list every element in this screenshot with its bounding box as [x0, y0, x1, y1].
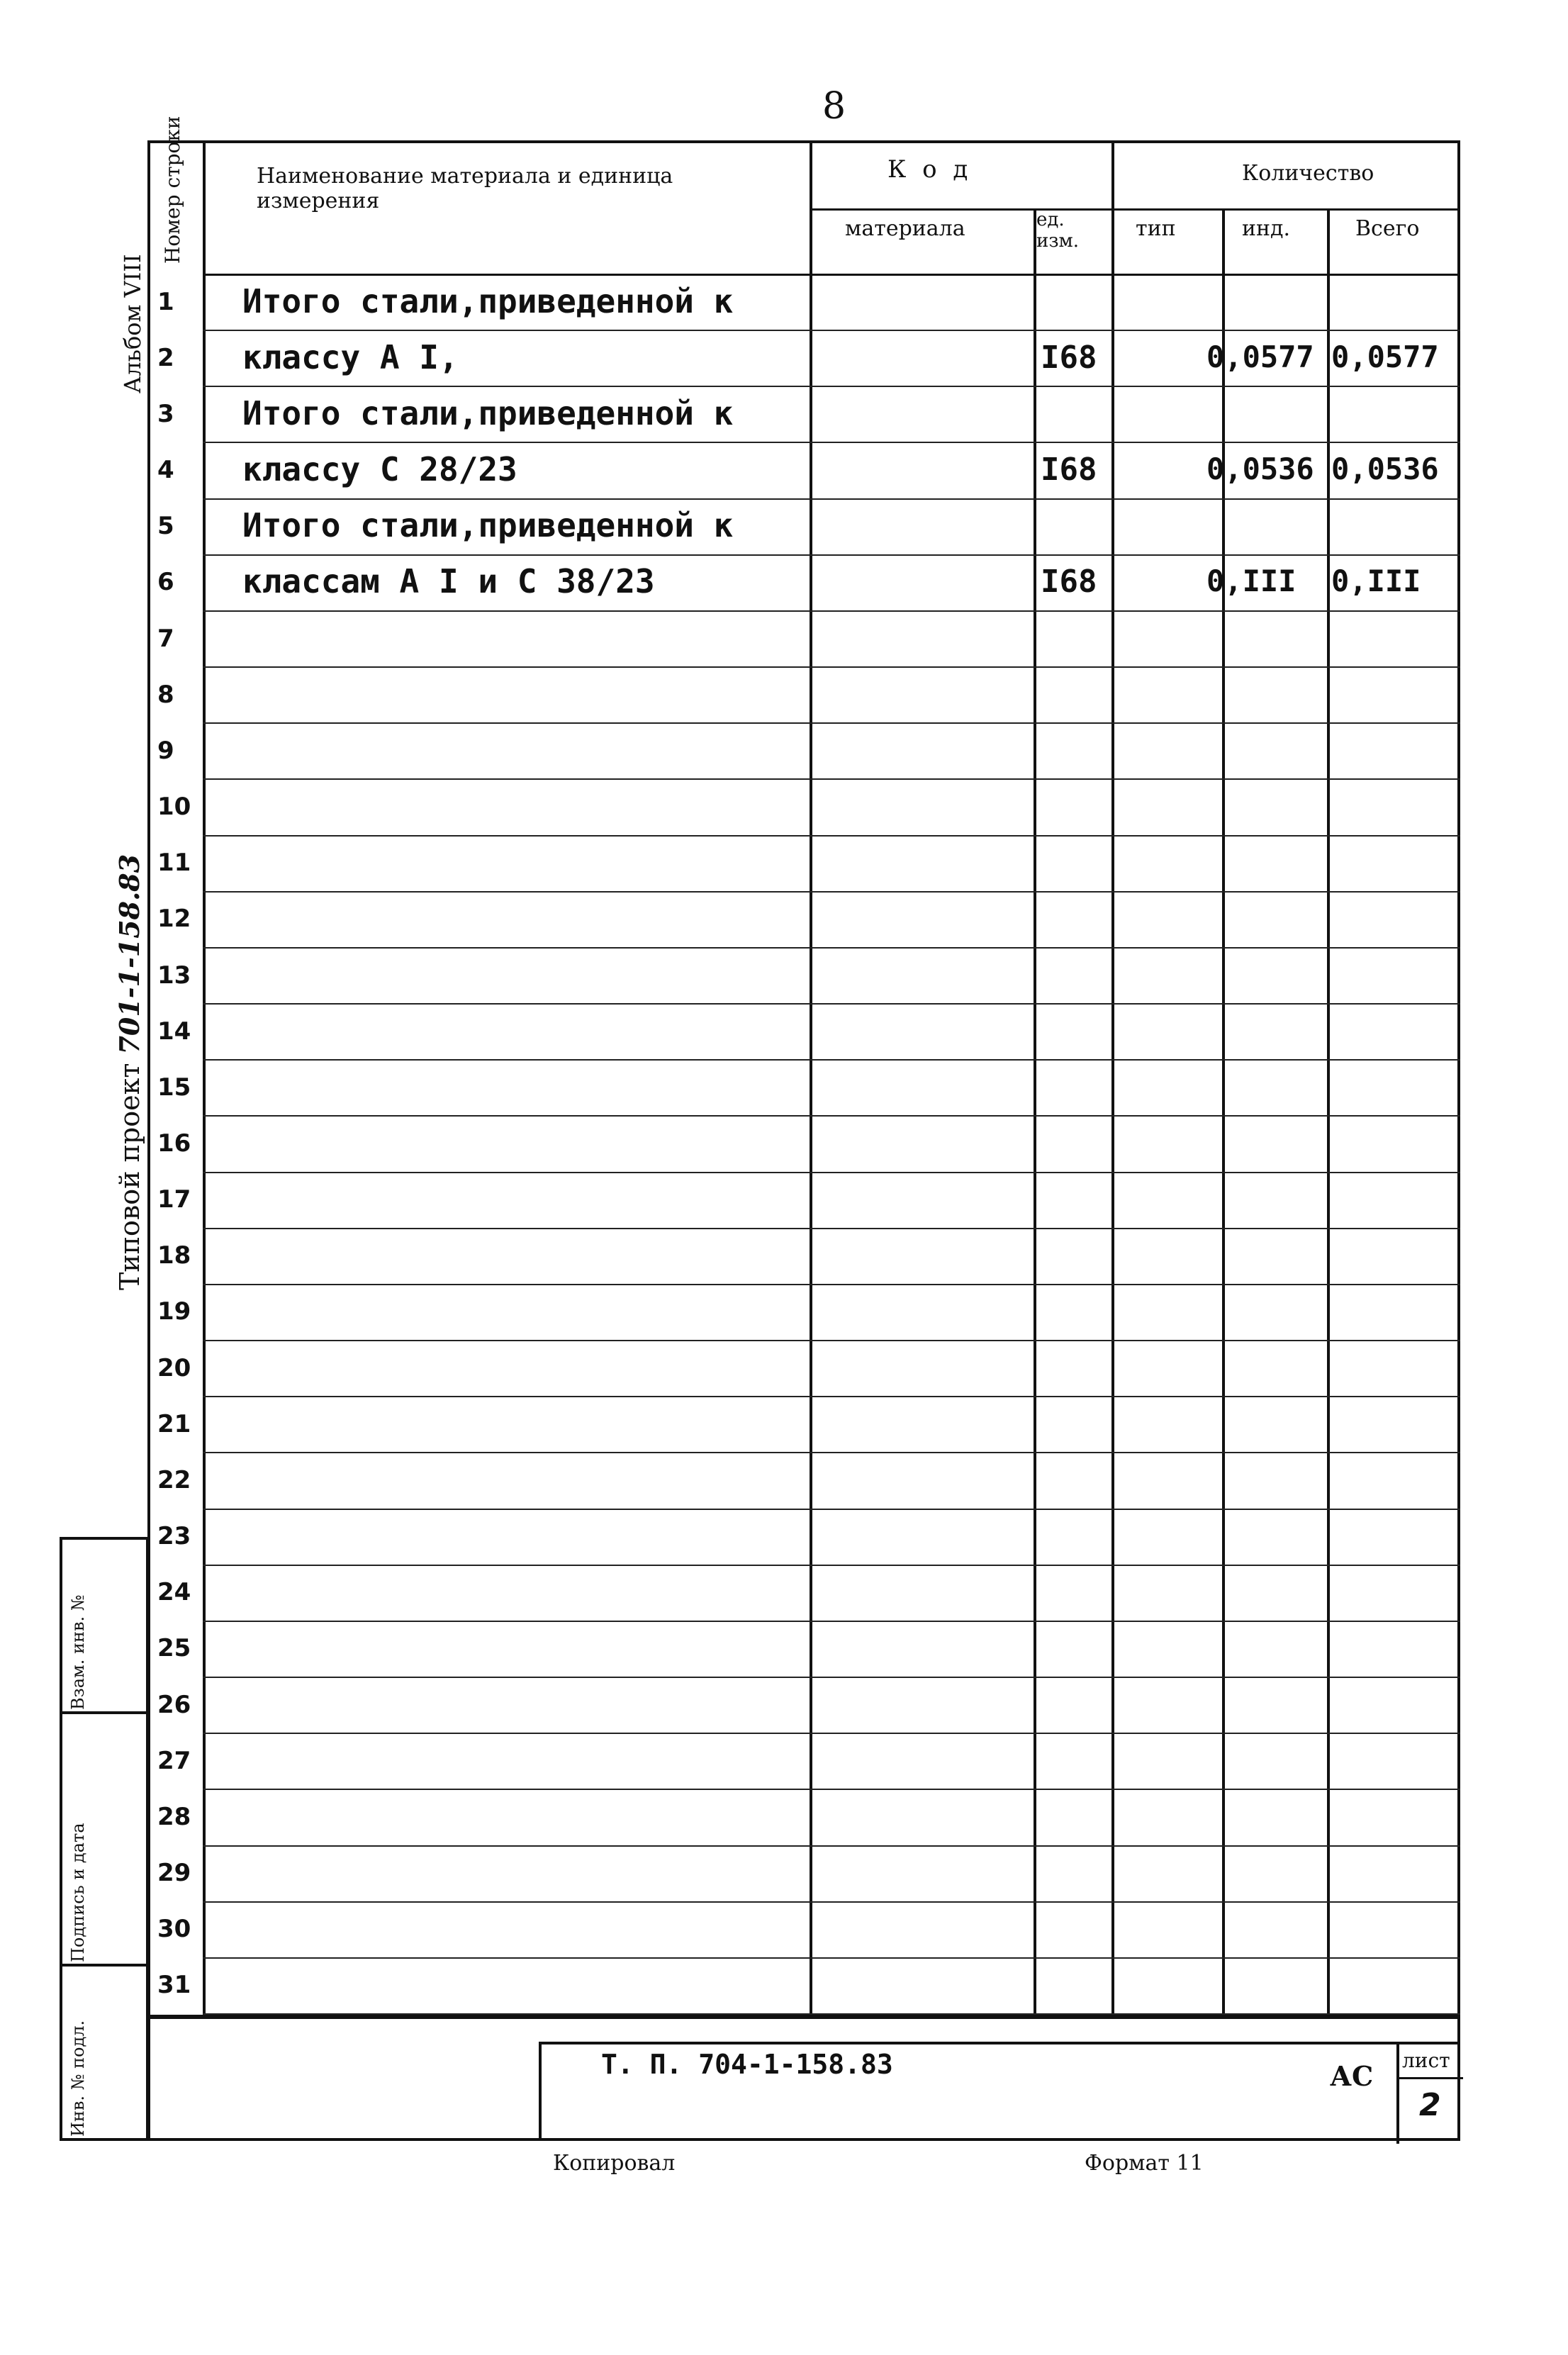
table-row	[150, 1734, 1460, 1790]
table-row	[150, 1847, 1460, 1903]
row-number: 14	[157, 1017, 191, 1046]
table-row	[150, 1397, 1460, 1453]
title-block-section: АС	[1330, 2060, 1374, 2092]
stamp-sign-date-label: Подпись и дата	[68, 1823, 88, 1962]
title-block-code: Т. П. 704-1-158.83	[601, 2049, 893, 2080]
row-number: 2	[157, 343, 174, 372]
stamp-inv-orig	[60, 1964, 149, 2141]
footer-format: Формат 11	[1085, 2151, 1204, 2176]
sheet-number: 2	[1419, 2087, 1441, 2123]
footer-copied: Копировал	[553, 2151, 676, 2176]
material-name: Итого стали,приведенной к	[242, 506, 734, 545]
material-name: Итого стали,приведенной к	[242, 393, 734, 432]
sheet-box	[1396, 2044, 1463, 2144]
row-number: 3	[157, 399, 174, 428]
table-row	[150, 1229, 1460, 1285]
header-code: К о д	[887, 155, 973, 184]
header-qty-type: тип	[1136, 216, 1176, 241]
table-row	[150, 780, 1460, 836]
table-row	[150, 1959, 1460, 2015]
table-row	[150, 668, 1460, 724]
header-qty-ind: инд.	[1242, 216, 1290, 241]
qty-total-value: 0,0577	[1331, 339, 1439, 374]
row-number: 16	[157, 1129, 191, 1158]
row-number: 15	[157, 1073, 191, 1102]
row-number: 12	[157, 905, 191, 934]
table-row	[150, 893, 1460, 949]
table-row	[150, 837, 1460, 893]
header-name: Наименование материала и единица измерения	[257, 164, 673, 213]
row-number: 1	[157, 287, 174, 316]
row-number: 8	[157, 680, 174, 709]
project-code: 701-1-158.83	[113, 854, 145, 1055]
table-row	[150, 387, 1460, 443]
row-number: 22	[157, 1465, 191, 1494]
row-number: 19	[157, 1297, 191, 1326]
table-row	[150, 1453, 1460, 1509]
row-number: 18	[157, 1241, 191, 1270]
table-row	[150, 1173, 1460, 1229]
header-qty-total: Всего	[1355, 216, 1420, 241]
sheet-label: лист	[1402, 2049, 1450, 2072]
qty-ind-value: 0,III	[1206, 564, 1297, 599]
row-number: 23	[157, 1522, 191, 1551]
table-row	[150, 1285, 1460, 1341]
header-row-number: Номер строки	[161, 116, 184, 264]
table-row	[150, 1622, 1460, 1678]
title-block	[539, 2042, 1460, 2141]
table-row	[150, 1903, 1460, 1959]
row-number: 24	[157, 1578, 191, 1607]
unit-code: I68	[1041, 564, 1097, 600]
table-row	[150, 1566, 1460, 1622]
material-name: классу С 28/23	[242, 450, 517, 489]
row-number: 4	[157, 456, 174, 485]
table-row	[150, 500, 1460, 556]
table-row	[150, 1678, 1460, 1734]
stamp-sign-date	[60, 1711, 149, 1967]
table-row	[150, 1790, 1460, 1846]
stamp-inv-replace	[60, 1537, 149, 1714]
row-number: 17	[157, 1185, 191, 1214]
header-code-material: материала	[845, 216, 965, 241]
row-number: 25	[157, 1634, 191, 1663]
material-name: Итого стали,приведенной к	[242, 281, 734, 320]
row-number: 11	[157, 849, 191, 878]
table-row	[150, 1341, 1460, 1397]
qty-ind-value: 0,0577	[1206, 339, 1314, 374]
header-quantity: Количество	[1242, 161, 1374, 186]
row-number: 26	[157, 1690, 191, 1719]
header-code-unit: ед. изм.	[1036, 209, 1079, 252]
stamp-inv-replace-label: Взам. инв. №	[68, 1594, 88, 1710]
qty-ind-value: 0,0536	[1206, 452, 1314, 487]
row-number: 5	[157, 512, 174, 541]
table-row	[150, 556, 1460, 612]
material-name: классам А I и С 38/23	[242, 562, 655, 601]
table-row	[150, 949, 1460, 1005]
row-number: 31	[157, 1971, 191, 2000]
table-row	[150, 724, 1460, 780]
row-number: 7	[157, 624, 174, 653]
row-number: 9	[157, 736, 174, 765]
table-row	[150, 1061, 1460, 1117]
table-row	[150, 275, 1460, 331]
materials-table	[147, 116, 1460, 2019]
row-number: 20	[157, 1353, 191, 1382]
row-number: 29	[157, 1859, 191, 1888]
row-number: 10	[157, 793, 191, 822]
stamp-inv-orig-label: Инв. № подл.	[68, 2020, 88, 2137]
unit-code: I68	[1041, 339, 1097, 376]
project-prefix: Типовой проект	[114, 1063, 145, 1290]
table-row	[150, 331, 1460, 387]
table-row	[150, 1005, 1460, 1061]
unit-code: I68	[1041, 452, 1097, 488]
row-number: 30	[157, 1915, 191, 1944]
row-number: 13	[157, 961, 191, 990]
table-row	[150, 612, 1460, 668]
table-body	[150, 275, 1460, 2015]
table-row	[150, 443, 1460, 499]
row-number: 27	[157, 1746, 191, 1775]
qty-total-value: 0,III	[1331, 564, 1421, 599]
material-name: классу А I,	[242, 337, 459, 376]
row-number: 6	[157, 568, 174, 597]
row-number: 28	[157, 1802, 191, 1831]
page-number: 8	[822, 85, 846, 128]
table-row	[150, 1117, 1460, 1173]
project-label	[113, 854, 145, 1290]
row-number: 21	[157, 1409, 191, 1438]
qty-total-value: 0,0536	[1331, 452, 1439, 487]
table-row	[150, 1510, 1460, 1566]
album-label: Альбом VIII	[119, 254, 146, 393]
